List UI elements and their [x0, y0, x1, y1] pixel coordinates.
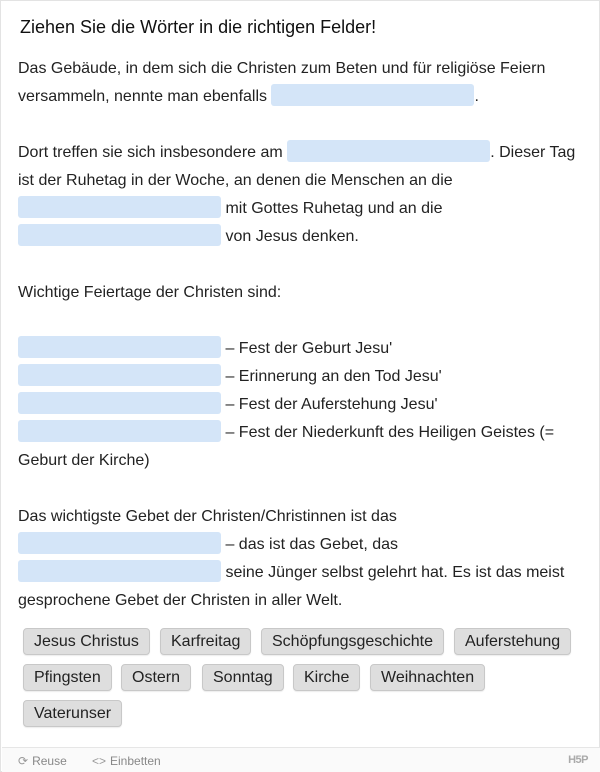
text-segment: – Fest der Niederkunft des Heiligen Geistes (= Geburt der Kirche) [18, 424, 555, 469]
drop-zone-6[interactable] [18, 364, 221, 386]
paragraph [18, 139, 583, 251]
embed-label: Einbetten [110, 754, 161, 768]
drop-zone-8[interactable] [18, 420, 221, 442]
draggable-word[interactable]: Sonntag [202, 664, 284, 691]
draggable-word[interactable]: Vaterunser [23, 700, 122, 727]
draggable-word[interactable]: Kirche [293, 664, 360, 691]
drop-zone-10[interactable] [18, 560, 221, 582]
paragraph [18, 279, 583, 307]
text-segment: . Dieser Tag ist der Ruhetag in der Woche, an denen die Menschen an die [18, 144, 576, 189]
text-segment: seine Jünger selbst gelehrt hat. Es ist das meist gesprochene Gebet der Christen in aller Welt. [18, 564, 565, 609]
reuse-button[interactable] [18, 754, 67, 768]
drop-zone-2[interactable] [287, 140, 490, 162]
drop-zone-1[interactable] [271, 84, 474, 106]
text-segment: – Erinnerung an den Tod Jesu' [225, 368, 442, 385]
h5p-footer [2, 747, 600, 772]
text-segment: von Jesus denken. [225, 228, 359, 245]
draggable-word[interactable]: Karfreitag [160, 628, 251, 655]
draggable-word[interactable]: Ostern [121, 664, 191, 691]
h5p-logo[interactable]: H5P [568, 754, 588, 766]
drop-zone-7[interactable] [18, 392, 221, 414]
drop-zone-4[interactable] [18, 224, 221, 246]
task-title: Ziehen Sie die Wörter in die richtigen Felder! [20, 17, 377, 37]
draggable-word[interactable]: Pfingsten [23, 664, 112, 691]
draggable-word[interactable]: Jesus Christus [23, 628, 150, 655]
text-segment: . [474, 88, 479, 105]
embed-button[interactable] [92, 754, 161, 768]
reuse-icon: ⟳ [18, 754, 29, 768]
drop-zone-5[interactable] [18, 336, 221, 358]
text-segment: Dort treffen sie sich insbesondere am [18, 144, 283, 161]
text-segment: – Fest der Auferstehung Jesu' [225, 396, 438, 413]
task-text [18, 55, 583, 615]
text-segment: mit Gottes Ruhetag und an die [225, 200, 443, 217]
text-segment: Wichtige Feiertage der Christen sind: [18, 284, 282, 301]
text-segment: – Fest der Geburt Jesu' [225, 340, 393, 357]
reuse-label: Reuse [32, 754, 67, 768]
draggable-word[interactable]: Weihnachten [370, 664, 485, 691]
paragraph [18, 335, 583, 475]
text-segment: Das Gebäude, in dem sich die Christen zum Beten und für religiöse Feiern versammeln, nennte man ebenfalls [18, 60, 546, 105]
text-segment: – das ist das Gebet, das [225, 536, 398, 553]
embed-icon: <> [92, 754, 107, 768]
paragraph [18, 503, 583, 615]
paragraph [18, 55, 583, 111]
drop-zone-3[interactable] [18, 196, 221, 218]
draggable-word[interactable]: Schöpfungsgeschichte [261, 628, 444, 655]
draggable-word[interactable]: Auferstehung [454, 628, 571, 655]
text-segment: Das wichtigste Gebet der Christen/Christinnen ist das [18, 508, 397, 525]
drop-zone-9[interactable] [18, 532, 221, 554]
